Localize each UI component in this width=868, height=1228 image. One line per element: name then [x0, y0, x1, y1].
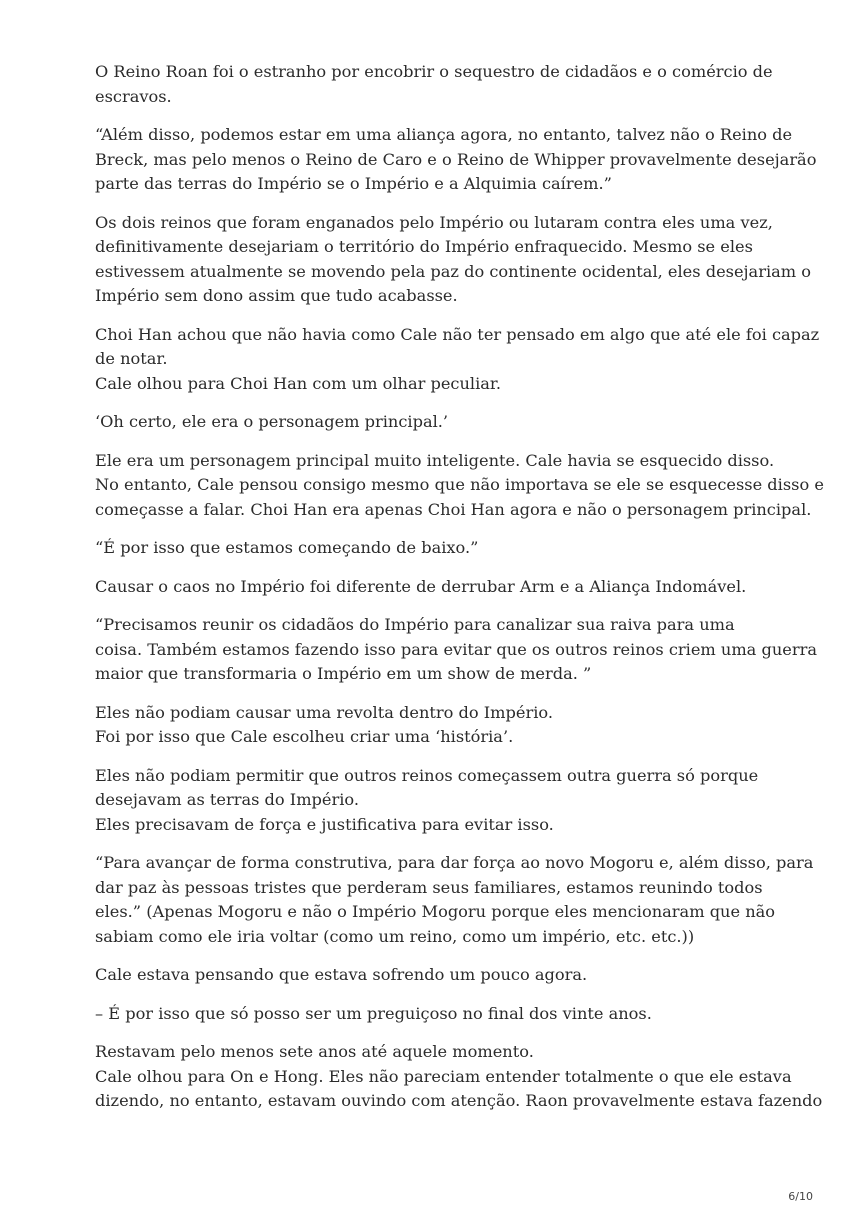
text-line: de notar. [95, 349, 168, 368]
text-line: sabiam como ele iria voltar (como um reino, como um império, etc. etc.)) [95, 926, 695, 946]
paragraph [95, 410, 795, 435]
text-line: dizendo, no entanto, estavam ouvindo com atenção. Raon provavelmente estava fazendo [95, 1091, 823, 1110]
text-line: Ele era um personagem principal muito inteligente. Cale havia se esquecido disso. [95, 450, 775, 470]
paragraph [95, 764, 795, 838]
paragraph [95, 123, 817, 197]
text-line: “Além disso, podemos estar em uma aliança agora, no entanto, talvez não o Reino de [95, 125, 793, 144]
paragraph [95, 575, 795, 600]
text-line: – É por isso que só posso ser um preguiçoso no final dos vinte anos. [95, 1003, 652, 1023]
paragraph [95, 449, 824, 523]
text-line: Choi Han achou que não havia como Cale não ter pensado em algo que até ele foi capaz [95, 324, 820, 344]
text-line: Eles não podiam causar uma revolta dentro do Império. [95, 702, 553, 722]
paragraph [95, 701, 795, 750]
text-line: parte das terras do Império se o Império e a Alquimia caírem.” [95, 174, 612, 193]
text-line: O Reino Roan foi o estranho por encobrir o sequestro de cidadãos e o comércio de [95, 62, 773, 81]
text-line: Foi por isso que Cale escolheu criar uma ‘história’. [95, 727, 514, 746]
text-line: dar paz às pessoas tristes que perderam seus familiares, estamos reunindo todos [95, 877, 763, 897]
text-line: escravos. [95, 86, 172, 106]
paragraph [95, 1040, 823, 1114]
text-line: Breck, mas pelo menos o Reino de Caro e o Reino de Whipper provavelmente desejarão [95, 149, 817, 169]
paragraph [95, 323, 820, 397]
text-line: Cale estava pensando que estava sofrendo um pouco agora. [95, 965, 588, 984]
text-line: Cale olhou para Choi Han com um olhar peculiar. [95, 373, 502, 393]
text-line: “É por isso que estamos começando de baixo.” [95, 538, 479, 557]
text-line: definitivamente desejariam o território do Império enfraquecido. Mesmo se eles [95, 237, 753, 256]
text-line: “Para avançar de forma construtiva, para dar força ao novo Mogoru e, além disso, para [95, 853, 814, 872]
text-line: ‘Oh certo, ele era o personagem principal.’ [95, 412, 449, 431]
text-line: Restavam pelo menos sete anos até aquele momento. [95, 1042, 534, 1061]
text-line: Cale olhou para On e Hong. Eles não pareciam entender totalmente o que ele estava [95, 1066, 792, 1086]
text-line: Causar o caos no Império foi diferente de derrubar Arm e a Aliança Indomável. [95, 576, 747, 596]
text-line: Império sem dono assim que tudo acabasse. [95, 286, 458, 305]
text-line: maior que transformaria o Império em um show de merda. ” [95, 664, 592, 683]
text-line: No entanto, Cale pensou consigo mesmo que não importava se ele se esquecesse disso e [95, 475, 824, 494]
text-line: “Precisamos reunir os cidadãos do Império para canalizar sua raiva para uma [95, 615, 735, 634]
paragraph [95, 536, 795, 561]
paragraph [95, 963, 795, 988]
page-number: 6/10 [788, 1190, 813, 1203]
text-line: eles.” (Apenas Mogoru e não o Império Mogoru porque eles mencionaram que não [95, 902, 776, 921]
text-line: começasse a falar. Choi Han era apenas Choi Han agora e não o personagem principal. [95, 499, 812, 519]
text-line: Eles não podiam permitir que outros reinos começassem outra guerra só porque [95, 765, 759, 785]
paragraph [95, 613, 817, 687]
paragraph [95, 60, 795, 109]
paragraph [95, 1002, 795, 1027]
text-line: Eles precisavam de força e justificativa para evitar isso. [95, 814, 554, 834]
paragraph [95, 851, 814, 949]
text-line: Os dois reinos que foram enganados pelo Império ou lutaram contra eles uma vez, [95, 212, 773, 232]
document-body [95, 60, 824, 1128]
paragraph [95, 211, 812, 309]
text-line: estivessem atualmente se movendo pela paz do continente ocidental, eles desejariam o [95, 261, 812, 281]
text-line: desejavam as terras do Império. [95, 790, 360, 809]
text-line: coisa. Também estamos fazendo isso para evitar que os outros reinos criem uma guerra [95, 639, 817, 659]
